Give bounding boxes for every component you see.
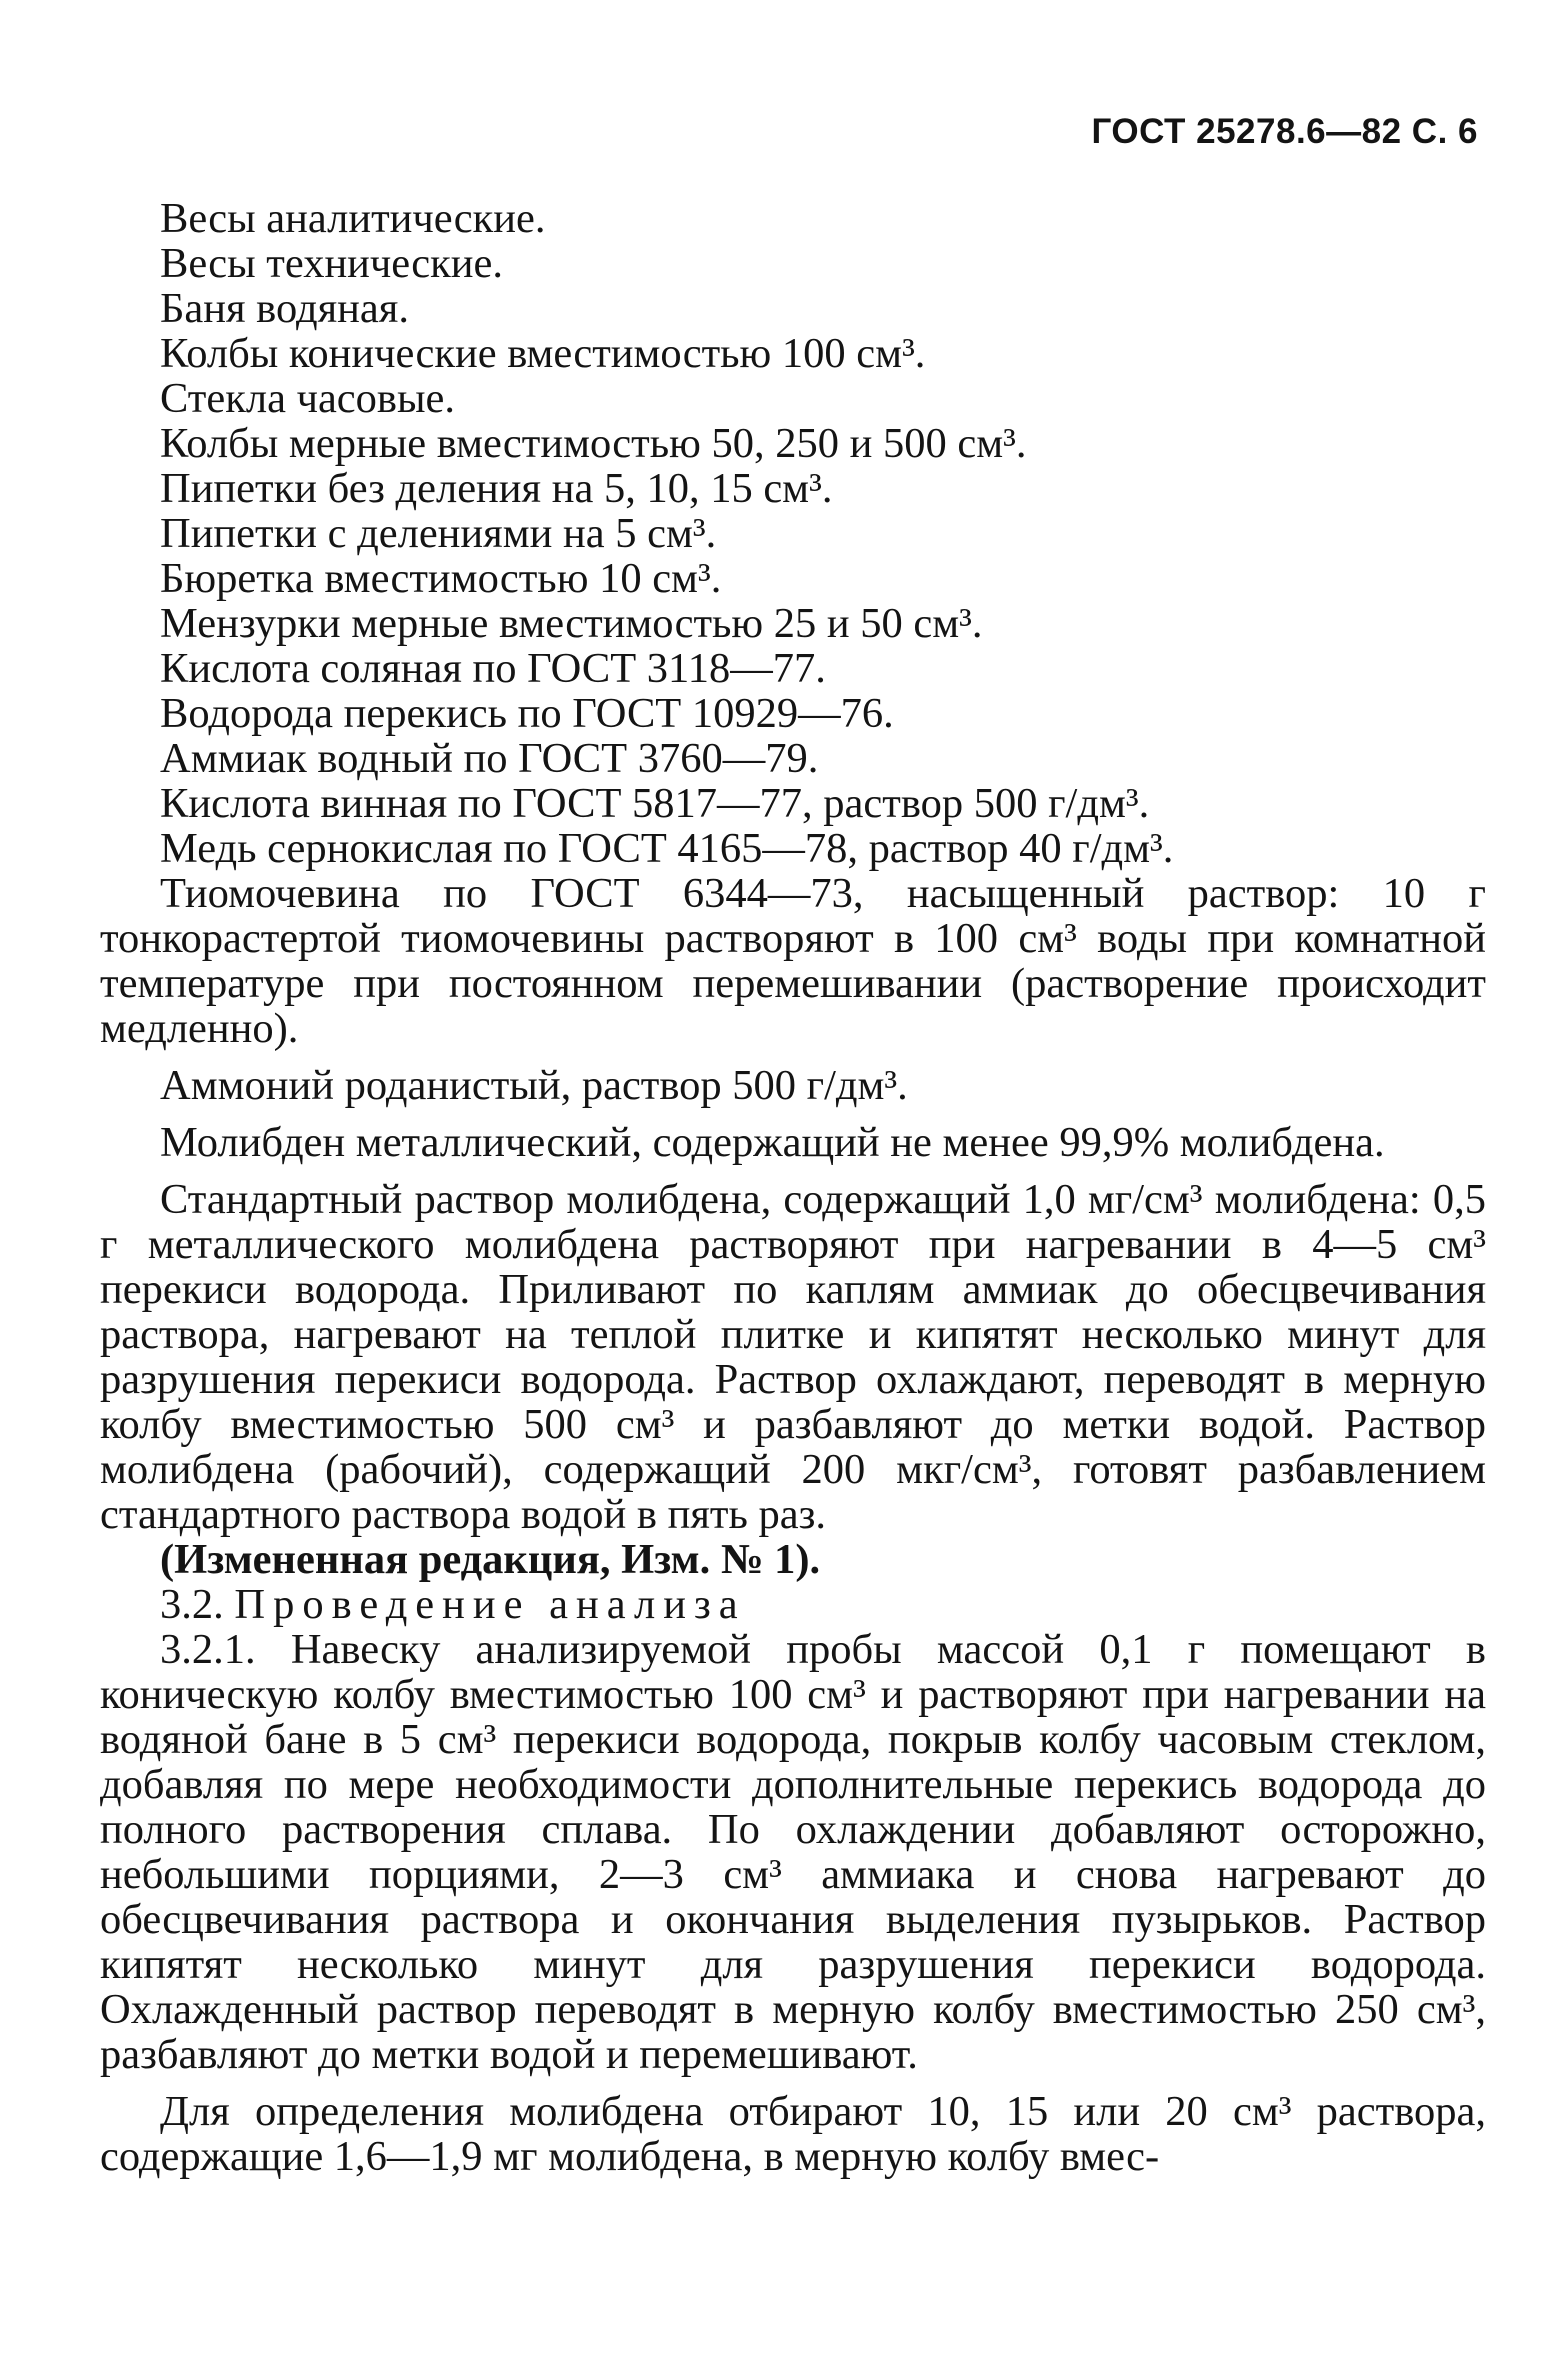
list-item: Пипетки без деления на 5, 10, 15 см³. bbox=[160, 465, 833, 512]
page-header: ГОСТ 25278.6—82 С. 6 bbox=[1091, 112, 1478, 151]
list-item: Аммиак водный по ГОСТ 3760—79. bbox=[160, 735, 819, 782]
list-item: Мензурки мерные вместимостью 25 и 50 см³. bbox=[160, 600, 983, 647]
molybdenum-metal-paragraph: Молибден металлический, содержащий не менее 99,9% молибдена. bbox=[160, 1119, 1385, 1166]
standard-solution-paragraph: Стандартный раствор молибдена, содержащий 1,0 мг/см³ молибдена: 0,5 г металлического молибдена растворяют при нагревании в 4—5 см³ перекиси водорода. Приливают по каплям аммиак до обесцвечивания раствора, нагревают на теплой плитке и кипятят несколько минут для разрушения перекиси водорода. Раствор охлаждают, переводят в мерную колбу вместимостью 500 см³ и разбавляют до метки водой. Раствор молибдена (рабочий), содержащий 200 мкг/см³, готовят разбавлением стандартного раствора водой в пять раз. bbox=[100, 1176, 1486, 1538]
section-number: 3.2. bbox=[160, 1581, 224, 1628]
list-item: Колбы мерные вместимостью 50, 250 и 500 см³. bbox=[160, 420, 1027, 467]
list-item: Баня водяная. bbox=[160, 285, 409, 332]
section-title: Проведение анализа bbox=[234, 1581, 746, 1628]
ammonium-paragraph: Аммоний роданистый, раствор 500 г/дм³. bbox=[160, 1062, 908, 1109]
list-item: Весы аналитические. bbox=[160, 195, 546, 242]
list-item: Кислота винная по ГОСТ 5817—77, раствор 500 г/дм³. bbox=[160, 780, 1150, 827]
step-3-2-1-paragraph: 3.2.1. Навеску анализируемой пробы массой 0,1 г помещают в коническую колбу вместимостью 100 см³ и растворяют при нагревании на водяной бане в 5 см³ перекиси водорода, покрыв колбу часовым стеклом, добавляя по мере необходимости дополнительные перекись водорода до полного растворения сплава. По охлаждении добавляют осторожно, небольшими порциями, 2—3 см³ аммиака и снова нагревают до обесцвечивания раствора и окончания выделения пузырьков. Раствор кипятят несколько минут для разрушения перекиси водорода. Охлажденный раствор переводят в мерную колбу вместимостью 250 см³, разбавляют до метки водой и перемешивают. bbox=[100, 1626, 1486, 2078]
determination-paragraph: Для определения молибдена отбирают 10, 15 или 20 см³ раствора, содержащие 1,6—1,9 мг молибдена, в мерную колбу вмес- bbox=[100, 2088, 1486, 2180]
revision-note: (Измененная редакция, Изм. № 1). bbox=[160, 1536, 821, 1583]
list-item: Весы технические. bbox=[160, 240, 503, 287]
list-item: Медь сернокислая по ГОСТ 4165—78, раствор 40 г/дм³. bbox=[160, 825, 1174, 872]
list-item: Кислота соляная по ГОСТ 3118—77. bbox=[160, 645, 826, 692]
section-heading bbox=[160, 1582, 1486, 1627]
list-item: Стекла часовые. bbox=[160, 375, 456, 422]
list-item: Пипетки с делениями на 5 см³. bbox=[160, 510, 717, 557]
list-item: Бюретка вместимостью 10 см³. bbox=[160, 555, 722, 602]
list-item: Колбы конические вместимостью 100 см³. bbox=[160, 330, 926, 377]
thiourea-paragraph: Тиомочевина по ГОСТ 6344—73, насыщенный раствор: 10 г тонкорастертой тиомочевины растворяют в 100 см³ воды при комнатной температуре при постоянном перемешивании (растворение происходит медленно). bbox=[100, 870, 1486, 1052]
document-body bbox=[100, 196, 1486, 2179]
list-item: Водорода перекись по ГОСТ 10929—76. bbox=[160, 690, 894, 737]
equipment-list bbox=[100, 196, 1486, 871]
